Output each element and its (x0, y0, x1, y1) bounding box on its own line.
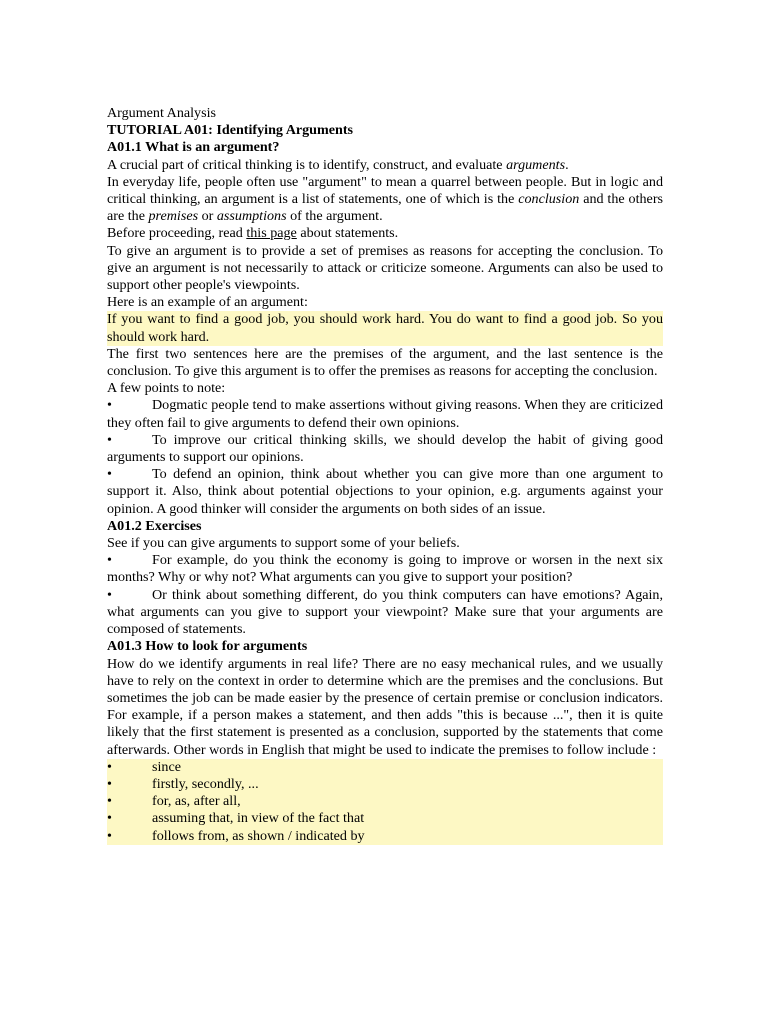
list-item (107, 828, 663, 845)
bullet-text: Dogmatic people tend to make assertions without giving reasons. When they are criticized they often fail to give arguments to defend their own opinions. (107, 397, 663, 431)
emphasis: assumptions (216, 208, 287, 225)
bullet-marker: • (107, 431, 112, 448)
text-span: In everyday life, people often use "argument" to mean a quarrel between people. But in logic and critical thinking, an argument is a list of statements, one of which is the (107, 173, 663, 208)
bullet-text: Or think about something different, do you think computers can have emotions? Again, what arguments can you give to support your viewpoint? Make sure that your arguments are composed of statements. (107, 586, 663, 638)
bullet-marker: • (107, 552, 112, 569)
document-body (107, 105, 663, 845)
list-item (107, 776, 663, 793)
text-span: . (565, 156, 569, 173)
text-span: about statements. (296, 225, 399, 242)
bullet-marker: • (107, 397, 112, 414)
paragraph (107, 157, 663, 174)
list-item-text: for, as, after all, (152, 793, 241, 810)
bullet-text: To improve our critical thinking skills, we should develop the habit of giving good arguments to support our opinions. (107, 431, 663, 466)
list-item (107, 793, 663, 810)
bullet-marker: • (107, 775, 112, 792)
paragraph: The first two sentences here are the premises of the argument, and the last sentence is the conclusion. To give this argument is to offer the premises as reasons for accepting the conclusion. (107, 345, 663, 380)
paragraph: To give an argument is to provide a set of premises as reasons for accepting the conclusion. To give an argument is not necessarily to attack or criticize someone. Arguments can also be used to support other people's viewpoints. (107, 242, 663, 294)
example-argument: If you want to find a good job, you should work hard. You do want to find a good job. So you should work hard. (107, 311, 663, 345)
bullet-text: To defend an opinion, think about whether you can give more than one argument to support it. Also, think about potential objections to your opinion, e.g. arguments against your opinion. A good thinker will consider the arguments on both sides of an issue. (107, 466, 663, 517)
bullet-point (107, 552, 663, 586)
bullet-marker: • (107, 793, 112, 810)
bullet-marker: • (107, 758, 112, 775)
section-title-a01-2: A01.2 Exercises (107, 517, 202, 534)
text-span: Before proceeding, read (107, 225, 247, 242)
emphasis: arguments (506, 156, 566, 173)
paragraph (107, 225, 663, 242)
text-span: of the argument. (286, 208, 383, 225)
list-item (107, 759, 663, 776)
section-title-a01-3: A01.3 How to look for arguments (107, 638, 308, 655)
list-item-text: follows from, as shown / indicated by (152, 827, 365, 844)
this-page-link[interactable]: this page (246, 225, 297, 242)
bullet-marker: • (107, 586, 112, 603)
bullet-point (107, 466, 663, 518)
list-item (107, 810, 663, 827)
paragraph: Here is an example of an argument: (107, 294, 308, 311)
paragraph: See if you can give arguments to support some of your beliefs. (107, 535, 460, 552)
emphasis: conclusion (518, 191, 580, 208)
paragraph (107, 174, 663, 226)
bullet-point (107, 397, 663, 431)
bullet-marker: • (107, 827, 112, 844)
list-item-text: since (152, 758, 181, 775)
bullet-marker: • (107, 466, 112, 483)
document-heading: Argument Analysis (107, 105, 216, 121)
paragraph: A few points to note: (107, 380, 226, 397)
bullet-point (107, 587, 663, 639)
tutorial-title: TUTORIAL A01: Identifying Arguments (107, 122, 354, 139)
text-span: or (198, 208, 217, 225)
emphasis: premises (148, 208, 199, 225)
list-item-text: assuming that, in view of the fact that (152, 810, 365, 827)
premise-indicator-list (107, 759, 663, 845)
bullet-text: For example, do you think the economy is going to improve or worsen in the next six months? Why or why not? What arguments can you give to support your position? (107, 552, 663, 586)
text-span: and the others are the (107, 191, 663, 225)
bullet-marker: • (107, 810, 112, 827)
paragraph: How do we identify arguments in real life? There are no easy mechanical rules, and we usually have to rely on the context in order to determine which are the premises and the conclusions. But sometimes the job can be made easier by the presence of certain premise or conclusion indicators. For example, if a person makes a statement, and then adds "this is because ...", then it is quite likely that the first statement is presented as a conclusion, supported by the statements that come afterwards. Other words in English that might be used to indicate the premises to follow include : (107, 655, 663, 758)
bullet-point (107, 432, 663, 466)
section-title-a01-1: A01.1 What is an argument? (107, 139, 280, 156)
text-span: A crucial part of critical thinking is to identify, construct, and evaluate (107, 156, 507, 173)
list-item-text: firstly, secondly, ... (152, 775, 259, 792)
